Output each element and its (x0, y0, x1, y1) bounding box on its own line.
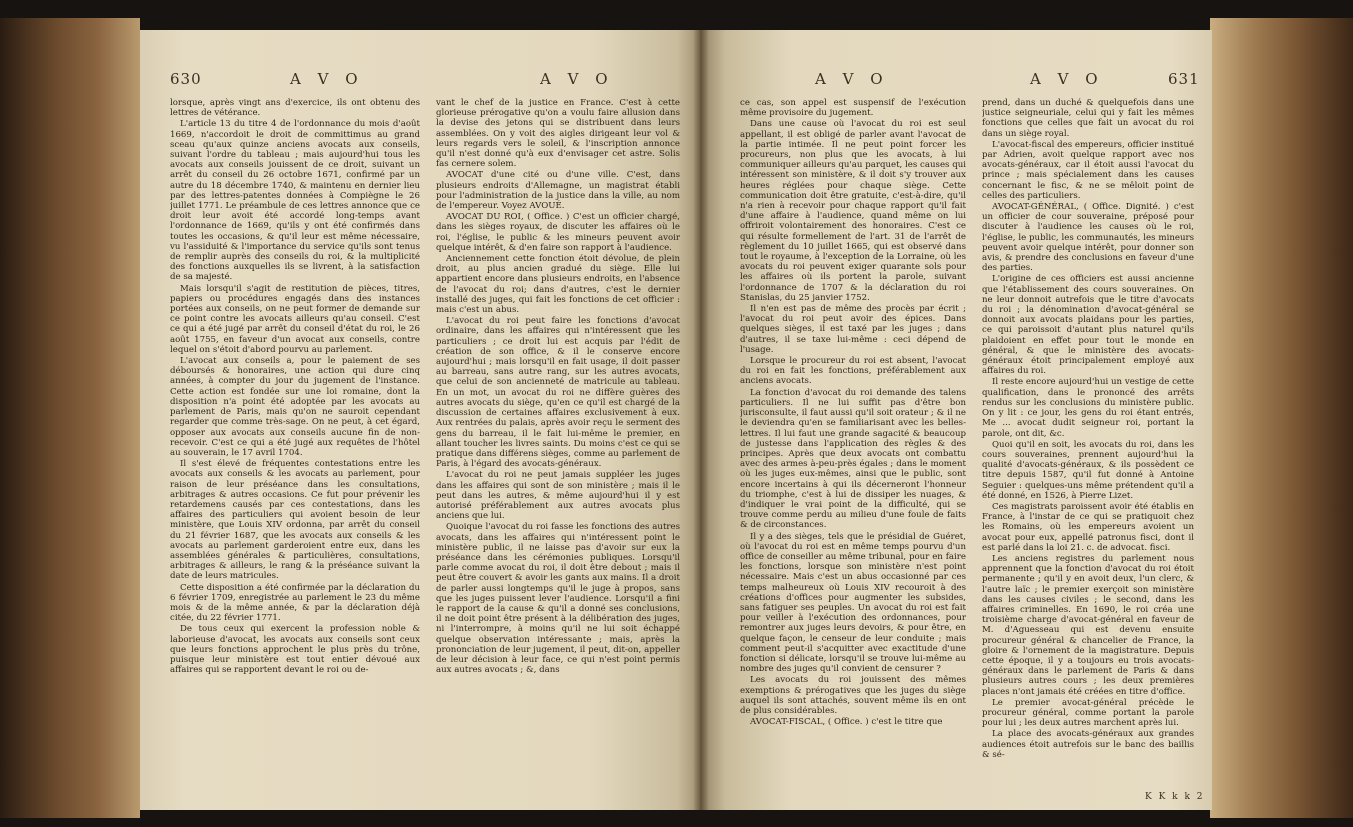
paragraph: Lorsque le procureur du roi est absent, l'avocat du roi en fait les fonctions, préférablement aux anciens avocats. (740, 356, 966, 387)
book-gutter (693, 30, 709, 810)
paragraph: Quoi qu'il en soit, les avocats du roi, dans les cours souveraines, prennent aujourd'hui la qualité d'avocats-généraux, & ils possèdent ce titre depuis 1587, qu'il fut donné à Antoine Seguier : quelques-uns même prétendent qu'il a été donné, en 1526, à Pierre Lizet. (982, 439, 1194, 501)
paragraph: Quoique l'avocat du roi fasse les fonctions des autres avocats, dans les affaires qui n'intéressent point le ministère public, il ne laisse pas d'avoir sur eux la préséance dans les cérémonies publiques. Lorsqu'il parle comme avocat du roi, il doit être debout ; mais il peut être couvert & avoir les gants aux mains. Il a droit de parler aussi longtemps qu'il le juge à propos, sans que les juges puissent lever l'audience. Lorsqu'il a fini le rapport de la cause & qu'il a donné ses conclusions, il ne doit point être présent à la délibération des juges, ni l'interrompre, à moins qu'il ne lui soit échappé quelque observation intéressante ; mais, après la prononciation de leur jugement, il peut, dit-on, appeller de leur décision à leur face, ce qui n'est point permis aux autres avocats ; &, dans (436, 522, 680, 676)
left-page-column-a (170, 98, 420, 788)
paragraph: vant le chef de la justice en France. C'est à cette glorieuse prérogative qu'on a voulu faire allusion dans la devise des jetons qui se distribuent dans leurs assemblées. On y voit des aigles dirigeant leur vol & leurs regards vers le soleil, & l'inscription annonce qu'il n'est donné qu'à eux d'envisager cet astre. Solis fas cernere solem. (436, 98, 680, 170)
paragraph: Anciennement cette fonction étoit dévolue, de plein droit, au plus ancien gradué du siège. Elle lui appartient encore dans plusieurs endroits, en l'absence de l'avocat du roi; dans d'autres, c'est le dernier installé des juges, qui fait les fonctions de cet officier : mais c'est un abus. (436, 254, 680, 316)
paragraph: La fonction d'avocat du roi demande des talens particuliers. Il ne lui suffit pas d'être bon jurisconsulte, il faut aussi qu'il soit orateur ; & il ne le deviendra qu'en se familiarisant avec les belles-lettres. Il lui faut une grande sagacité & beaucoup de justesse dans l'application des règles & des principes. Après que deux avocats ont combattu avec des armes à-peu-près égales ; dans le moment où les juges eux-mêmes, ainsi que le public, sont encore incertains à qui ils décerneront l'honneur du triomphe, c'est à lui de dissiper les nuages, & d'indiquer le vrai point de la difficulté, qui se trouve comme perdu au milieu d'une foule de faits & de circonstances. (740, 387, 966, 531)
signature-mark: K K k k 2 (1145, 792, 1205, 802)
right-page-header (700, 70, 1212, 92)
paragraph: L'avocat-fiscal des empereurs, officier institué par Adrien, avoit quelque rapport avec nos avocats-généraux, car il étoit aussi l'avocat du prince ; mais spécialement dans les causes concernant le fisc, & ne se mêloit point de celles des particuliers. (982, 139, 1194, 201)
paragraph: L'article 13 du titre 4 de l'ordonnance du mois d'août 1669, n'accordoit le droit de committimus au grand sceau qu'aux quinze anciens avocats aux conseils, suivant l'ordre du tableau ; mais aujourd'hui tous les avocats aux conseils jouissent de ce droit, suivant un arrêt du conseil du 26 octobre 1671, confirmé par un autre du 18 décembre 1740, & maintenu en dernier lieu par des lettres-patentes données à Compiègne le 26 juillet 1771. Le préambule de ces lettres annonce que ce droit leur avoit été accordé long-temps avant l'ordonnance de 1669, qu'ils y ont été confirmés dans toutes les occasions, & qu'il leur est même nécessaire, vu l'assiduité & l'importance du service qu'ils sont tenus de remplir auprès des conseils du roi, & la multiplicité des fonctions auxquelles ils se livrent, à la satisfaction de sa majesté. (170, 119, 420, 283)
paragraph: Le premier avocat-général précède le procureur général, comme portant la parole pour lui ; les deux autres marchent après lui. (982, 697, 1194, 729)
running-head-right-col-a: A V O (815, 70, 889, 88)
book-cover-right-edge (1210, 18, 1353, 818)
paragraph: L'avocat aux conseils a, pour le paiement de ses déboursés & honoraires, une action qui dure cinq années, à compter du jour du jugement de l'instance. Cette action est fondée sur une loi romaine, dont la disposition n'a point été adoptée par les avocats au parlement de Paris, mais qu'on ne sauroit cependant regarder que comme très-sage. On ne peut, à cet égard, opposer aux avocats aux conseils aucune fin de non-recevoir. C'est ce qui a été jugé aux requêtes de l'hôtel au souverain, le 17 avril 1704. (170, 356, 420, 458)
paragraph: Il reste encore aujourd'hui un vestige de cette qualification, dans le prononcé des arrêts rendus sur les conclusions du ministère public. On y lit : ce jour, les gens du roi étant entrés, Me ... avocat dudit seigneur roi, portant la parole, ont dit, &c. (982, 377, 1194, 439)
paragraph: AVOCAT DU ROI, ( Office. ) C'est un officier chargé, dans les sièges royaux, de discuter les affaires où le roi, l'église, le public & les mineurs peuvent avoir quelque intérêt, & d'en faire son rapport à l'audience. (436, 212, 680, 253)
paragraph: Il s'est élevé de fréquentes contestations entre les avocats aux conseils & les avocats au parlement, pour raison de leur préséance dans les consultations, arbitrages & autres occasions. Ce fut pour prévenir les retardemens causés par ces contestations, dans les affaires des particuliers qui avoient besoin de leur ministère, que Louis XIV ordonna, par arrêt du conseil du 21 février 1687, que les avocats aux conseils & les avocats au parlement garderoient entre eux, dans les assemblées générales & particulières, consultations, arbitrages & ailleurs, le rang & la préséance suivant la date de leurs matricules. (170, 459, 420, 582)
paragraph: L'avocat du roi peut faire les fonctions d'avocat ordinaire, dans les affaires qui n'intéressent que les particuliers ; ce droit lui est acquis par l'édit de création de son office, & il le conserve encore aujourd'hui ; mais lorsqu'il en fait usage, il doit passer au barreau, sans autre rang, sur les autres avocats, que celui de son ancienneté de matricule au tableau. En un mot, un avocat du roi ne diffère guères des autres avocats du siège, qu'en ce qu'il est chargé de la discussion de certaines affaires exclusivement à eux. Aux rentrées du palais, après avoir reçu le serment des gens du barreau, il le fait lui-même le premier, en allant toucher les livres saints. Du moins c'est ce qui se pratique dans différens sièges, comme au parlement de Paris, à l'égard des avocats-généraux. (436, 316, 680, 470)
paragraph: Cette disposition a été confirmée par la déclaration du 6 février 1709, enregistrée au parlement le 23 du même mois & de la même année, & par la déclaration déjà citée, du 22 février 1771. (170, 582, 420, 624)
right-page-column-b (982, 98, 1194, 788)
left-page-column-b (436, 98, 680, 788)
paragraph: AVOCAT-GÉNÉRAL, ( Office. Dignité. ) c'est un officier de cour souveraine, préposé pour discuter à l'audience les causes où le roi, l'église, le public, les communautés, les mineurs peuvent avoir quelque intérêt, pour donner son avis, & prendre des conclusions en faveur d'une des parties. (982, 202, 1194, 274)
paragraph: AVOCAT-FISCAL, ( Office. ) c'est le titre que (750, 717, 943, 728)
paragraph: De tous ceux qui exercent la profession noble & laborieuse d'avocat, les avocats aux conseils sont ceux que leurs fonctions approchent le plus près du trône, puisque leur ministère est tout entier dévoué aux affaires qui se rapportent devant le roi ou de- (170, 624, 420, 676)
paragraph: ce cas, son appel est suspensif de l'exécution même provisoire du jugement. (740, 98, 966, 119)
running-head-right-col-b: A V O (1030, 70, 1104, 88)
paragraph: lorsque, après vingt ans d'exercice, ils ont obtenu des lettres de vétérance. (170, 98, 420, 119)
left-page-header (140, 70, 700, 92)
running-head-left-col-a: A V O (290, 70, 364, 88)
running-head-left-col-b: A V O (540, 70, 614, 88)
paragraph: prend, dans un duché & quelquefois dans une justice seigneuriale, celui qui y fait les mêmes fonctions que celles que fait un avocat du roi dans un siège royal. (982, 98, 1194, 139)
paragraph: AVOCAT d'une cité ou d'une ville. C'est, dans plusieurs endroits d'Allemagne, un magistrat établi pour l'administration de la justice dans la ville, au nom de l'empereur. Voyez AVOUÉ. (436, 170, 680, 212)
left-page (140, 30, 700, 810)
paragraph: Dans une cause où l'avocat du roi est seul appellant, il est obligé de parler avant l'avocat de la partie intimée. Il ne peut point forcer les procureurs, non plus que les avocats, à lui communiquer ailleurs qu'au parquet, les causes qui intéressent son ministère, & il doit s'y trouver aux heures réglées pour chaque siège. Cette communication doit être gratuite, c'est-à-dire, qu'il n'a rien à recevoir pour chaque rapport qu'il fait d'une affaire à l'audience, quand même on lui offriroit volontairement des honoraires. C'est ce qui résulte formellement de l'art. 31 de l'arrêt de règlement du 10 juillet 1665, qui est observé dans tout le royaume, à l'exception de la Lorraine, où les avocats du roi peuvent exiger quarante sols pour les affaires où ils portent la parole, suivant l'ordonnance de 1707 & la déclaration du roi Stanislas, du 25 janvier 1752. (740, 119, 966, 303)
paragraph: L'avocat du roi ne peut jamais suppléer les juges dans les affaires qui sont de son ministère ; mais il le peut dans les autres, & même aujourd'hui il y est autorisé préférablement aux autres avocats plus anciens que lui. (436, 470, 680, 522)
paragraph: Mais lorsqu'il s'agit de restitution de pièces, titres, papiers ou procédures engagés dans des instances portées aux conseils, on ne peut former de demande sur ce point contre les avocats ailleurs qu'au conseil. C'est ce qui a été jugé par arrêt du conseil d'état du roi, le 26 août 1755, en faveur d'un avocat aux conseils, contre lequel on s'étoit d'abord pourvu au parlement. (170, 283, 420, 355)
paragraph: Il n'en est pas de même des procès par écrit ; l'avocat du roi peut avoir des épices. Dans quelques sièges, il est taxé par les juges ; dans d'autres, il se taxe lui-même : ceci dépend de l'usage. (740, 304, 966, 355)
paragraph: Les anciens registres du parlement nous apprennent que la fonction d'avocat du roi étoit permanente ; qu'il y en avoit deux, l'un clerc, & l'autre laïc ; le premier exerçoit son ministère dans les causes civiles ; le second, dans les affaires criminelles. En 1690, le roi créa une troisième charge d'avocat-général en faveur de M. d'Aguesseau qui est devenu ensuite procureur général & chancelier de France, la gloire & l'ornement de la magistrature. Depuis cette époque, il y a toujours eu trois avocats-généraux dans le parlement de Paris & dans plusieurs autres cours ; les deux premières places n'ont jamais été créées en titre d'office. (982, 553, 1194, 697)
right-page-column-a (740, 98, 966, 788)
page-number-left: 630 (170, 70, 202, 88)
paragraph: La place des avocats-généraux aux grandes audiences étoit autrefois sur le banc des baillis & sé- (982, 729, 1194, 760)
page-number-right: 631 (1168, 70, 1200, 88)
paragraph: Les avocats du roi jouissent des mêmes exemptions & prérogatives que les juges du siège auquel ils sont attachés, souvent même ils en ont de plus considérables. (740, 675, 966, 716)
paragraph: Ces magistrats paroissent avoir été établis en France, à l'instar de ce qui se pratiquoit chez les Romains, où les empereurs avoient un avocat pour eux, appellé patronus fisci, dont il est parlé dans la loi 21. c. de advocat. fisci. (982, 501, 1194, 553)
paragraph: Il y a des sièges, tels que le présidial de Guéret, où l'avocat du roi est en même temps pourvu d'un office de conseiller au même tribunal, pour en faire les fonctions, lorsque son ministère n'est point nécessaire. Mais c'est un abus occasionné par ces temps malheureux où Louis XIV recouroit à des créations d'offices pour augmenter les subsides, sans fatiguer ses peuples. Un avocat du roi est fait pour veiller à l'exécution des ordonnances, pour remontrer aux juges leurs devoirs, & pour être, en quelque façon, le censeur de leur conduite ; mais comment peut-il s'acquitter avec exactitude d'une fonction si délicate, lorsqu'il se trouve lui-même au nombre des juges qu'il convient de censurer ? (740, 531, 966, 675)
book-cover-left-edge (0, 18, 140, 818)
paragraph: L'origine de ces officiers est aussi ancienne que l'établissement des cours souveraines. On ne leur donnoit autrefois que le titre d'avocats du roi ; la dénomination d'avocat-général se donnoit aux avocats plaidans pour les parties, ce qui paroissoit d'autant plus naturel qu'ils plaidoient en effet pour tout le monde en général, & que le ministère des avocats-généraux étoit principalement employé aux affaires du roi. (982, 274, 1194, 377)
right-page (700, 30, 1212, 810)
